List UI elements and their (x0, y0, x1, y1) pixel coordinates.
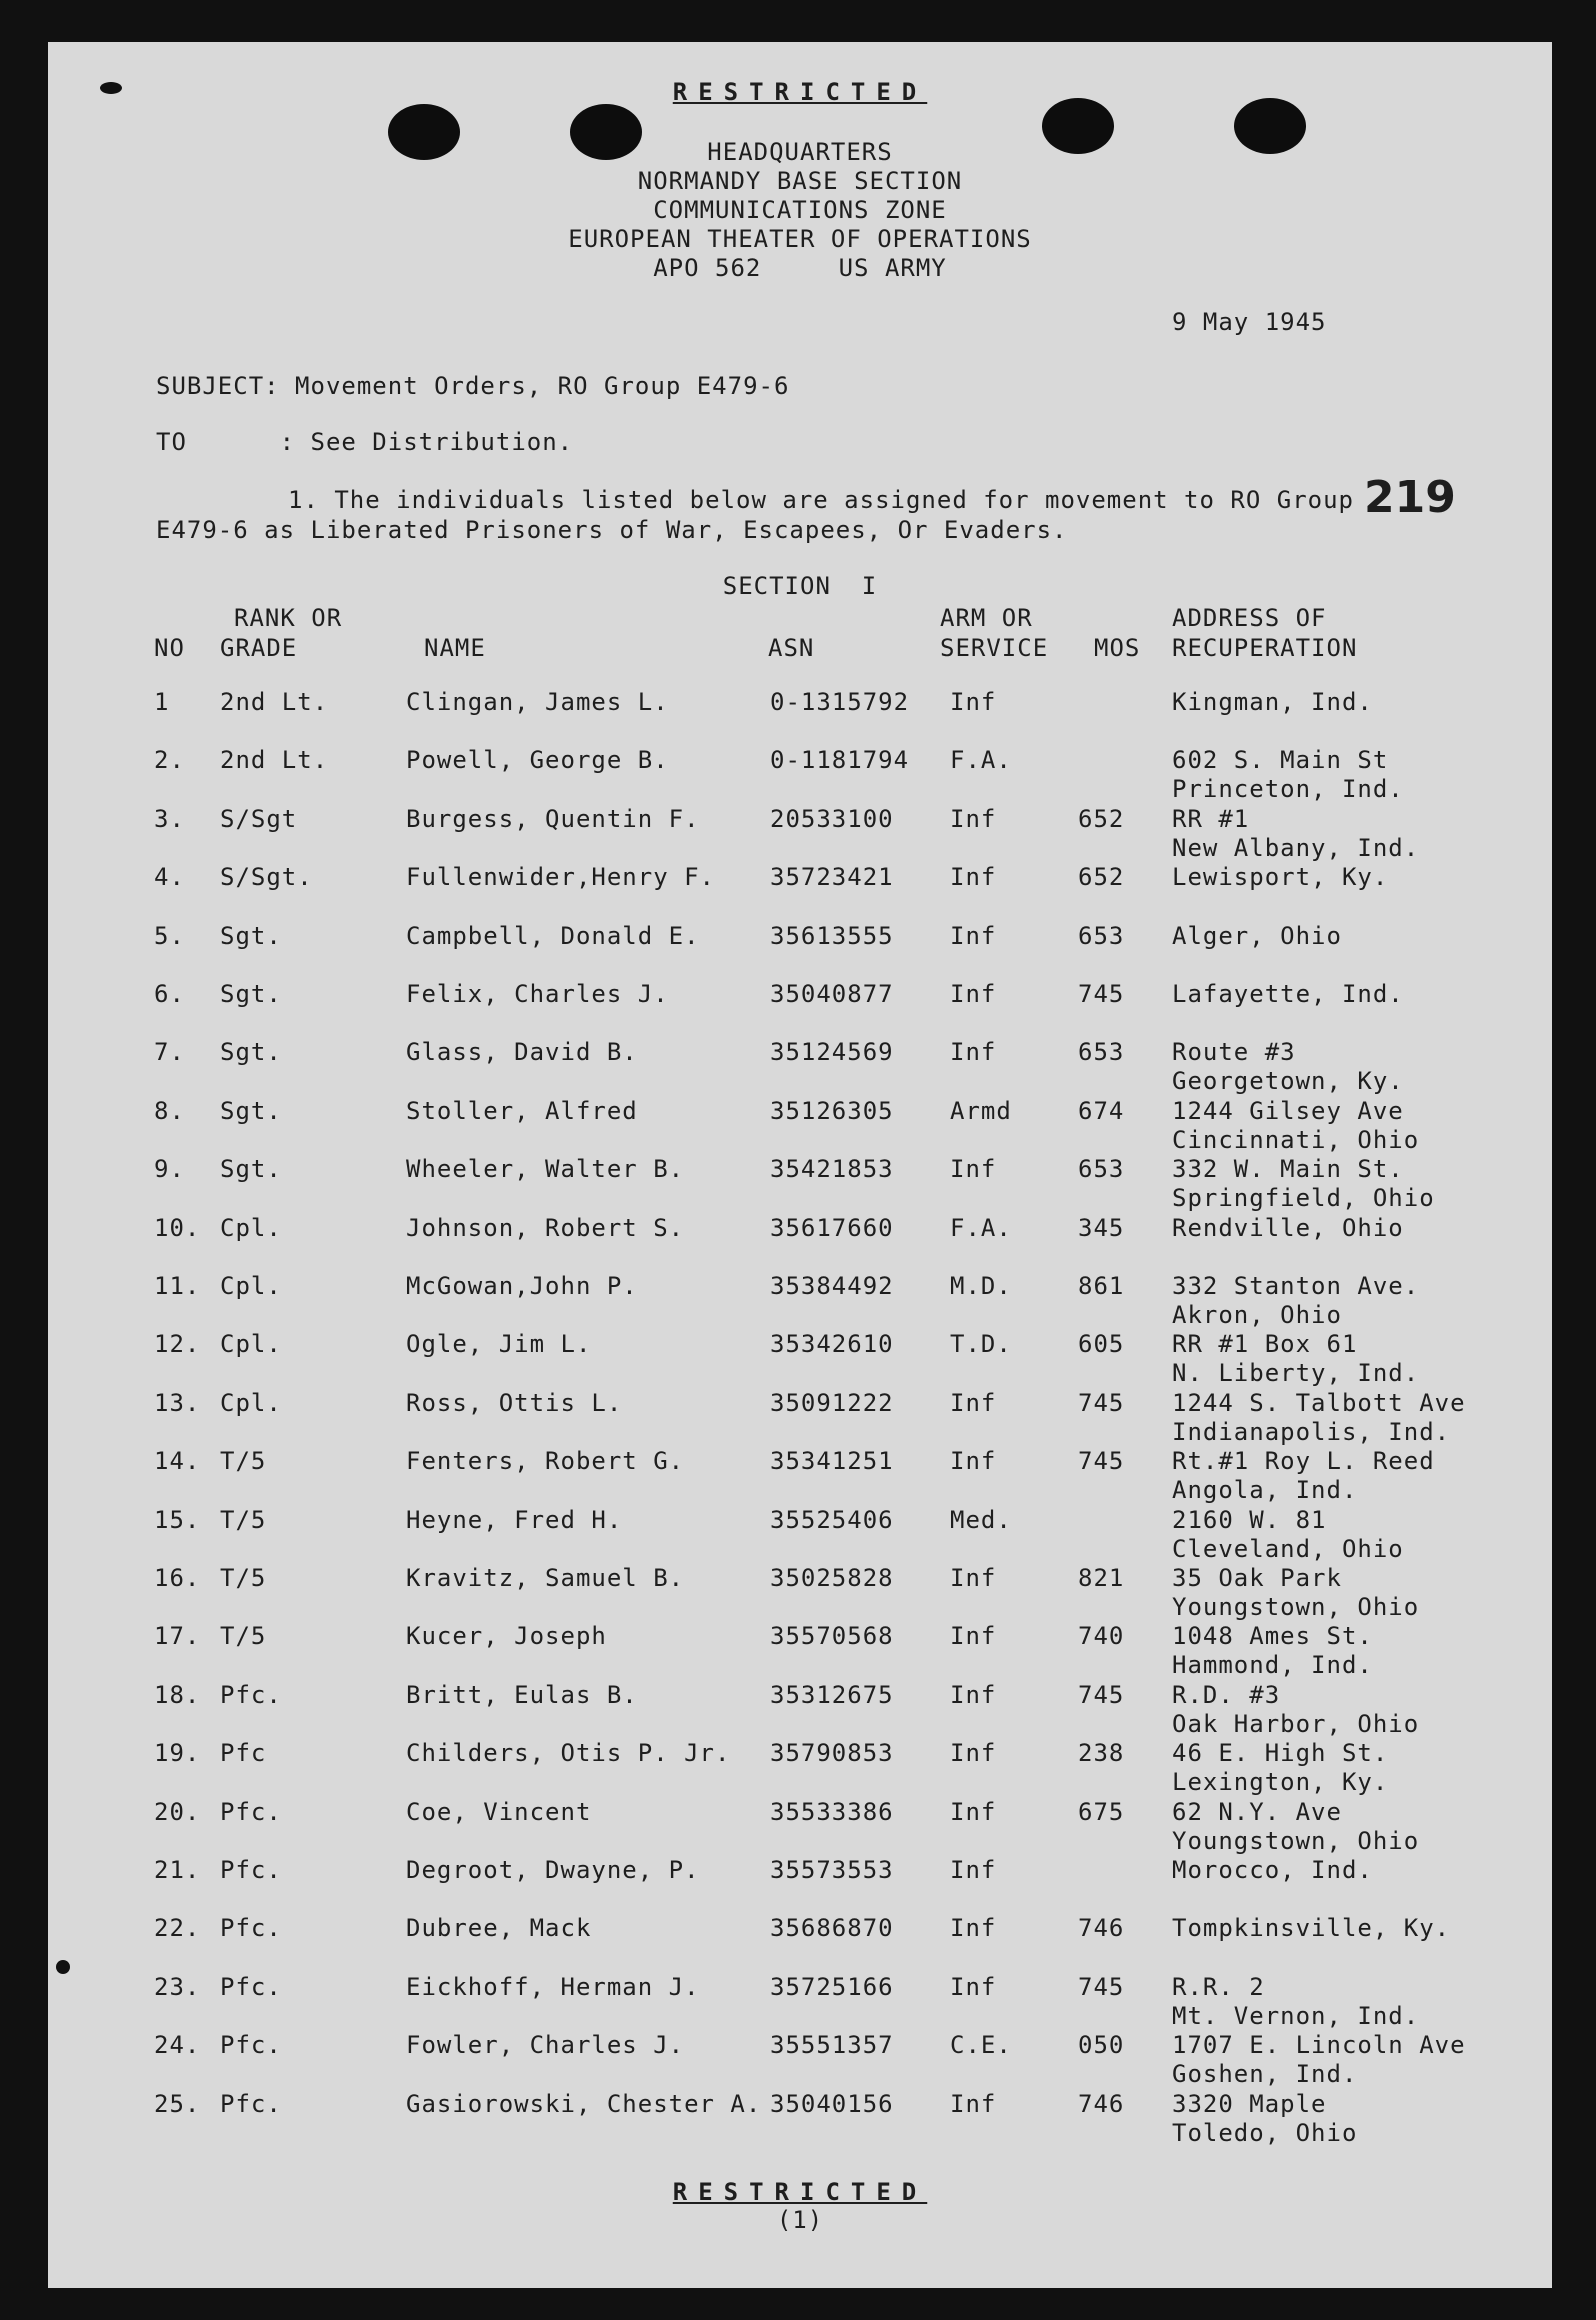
row-mos: 653 (1078, 1038, 1125, 1067)
row-address-line-1: R.R. 2 (1172, 1972, 1265, 2001)
row-rank: T/5 (220, 1505, 267, 1534)
header-arm-top: ARM OR (940, 604, 1033, 632)
row-mos: 745 (1078, 1447, 1125, 1476)
row-arm: Inf (950, 1388, 997, 1417)
row-mos: 821 (1078, 1564, 1125, 1592)
row-address-line-2: Toledo, Ohio (1172, 2118, 1358, 2147)
row-arm: Inf (950, 1739, 997, 1768)
row-address-line-1: Tompkinsville, Ky. (1172, 1914, 1451, 1943)
restricted-footer: RESTRICTED (672, 2178, 928, 2206)
table-row (48, 1973, 1552, 2033)
row-address-line-1: 62 N.Y. Ave (1172, 1797, 1342, 1826)
row-name: Fullenwider,Henry F. (406, 863, 715, 892)
row-name: Fenters, Robert G. (406, 1447, 685, 1476)
header-arm-bottom: SERVICE (940, 634, 1049, 662)
row-rank: Pfc. (220, 2089, 282, 2118)
row-asn: 35421853 (770, 1155, 894, 1184)
header-rank-top: RANK OR (234, 604, 343, 632)
row-number: 4. (154, 863, 185, 892)
table-row (48, 1622, 1552, 1682)
row-asn: 20533100 (770, 804, 894, 833)
row-asn: 35533386 (770, 1797, 894, 1826)
row-mos: 605 (1078, 1330, 1125, 1359)
row-number: 3. (154, 804, 185, 833)
row-rank: Cpl. (220, 1330, 282, 1359)
row-rank: Pfc. (220, 2031, 282, 2060)
row-mos: 675 (1078, 1797, 1125, 1826)
row-asn: 35551357 (770, 2031, 894, 2060)
row-name: Ross, Ottis L. (406, 1388, 623, 1417)
table-row (48, 688, 1552, 748)
row-arm: Inf (950, 1680, 997, 1709)
row-number: 5. (154, 921, 185, 950)
row-address-line-1: 35 Oak Park (1172, 1564, 1342, 1592)
row-rank: 2nd Lt. (220, 688, 329, 716)
row-address-line-1: 2160 W. 81 (1172, 1505, 1327, 1534)
row-mos: 745 (1078, 1680, 1125, 1709)
table-row (48, 1798, 1552, 1858)
row-asn: 0-1315792 (770, 688, 910, 716)
row-asn: 35091222 (770, 1388, 894, 1417)
row-address-line-1: 1244 Gilsey Ave (1172, 1096, 1404, 1125)
row-address-line-2: Princeton, Ind. (1172, 775, 1404, 804)
row-address-line-2: Cincinnati, Ohio (1172, 1125, 1420, 1154)
header-address-bottom: RECUPERATION (1172, 634, 1358, 662)
row-address-line-1: 3320 Maple (1172, 2089, 1327, 2118)
row-name: Heyne, Fred H. (406, 1505, 623, 1534)
row-asn: 35613555 (770, 921, 894, 950)
row-mos: 740 (1078, 1622, 1125, 1651)
row-rank: Pfc. (220, 1972, 282, 2001)
row-number: 7. (154, 1038, 185, 1067)
row-arm: Inf (950, 1856, 997, 1884)
row-address-line-1: 1707 E. Lincoln Ave (1172, 2031, 1466, 2060)
row-arm: Med. (950, 1505, 1012, 1534)
row-number: 23. (154, 1972, 201, 2001)
row-mos: 345 (1078, 1213, 1125, 1242)
table-row (48, 1214, 1552, 1274)
row-rank: Cpl. (220, 1388, 282, 1417)
table-row (48, 980, 1552, 1040)
row-asn: 35525406 (770, 1505, 894, 1534)
row-name: Campbell, Donald E. (406, 921, 700, 950)
row-address-line-2: Youngstown, Ohio (1172, 1826, 1420, 1855)
table-row (48, 863, 1552, 923)
table-row (48, 2090, 1552, 2150)
row-name: McGowan,John P. (406, 1272, 638, 1300)
row-name: Degroot, Dwayne, P. (406, 1856, 700, 1884)
row-address-line-1: RR #1 (1172, 804, 1250, 833)
header-rank-bottom: GRADE (220, 634, 298, 662)
org-line-3: COMMUNICATIONS ZONE (653, 196, 947, 224)
org-line-2: NORMANDY BASE SECTION (637, 167, 963, 195)
table-row (48, 746, 1552, 806)
row-address-line-1: Alger, Ohio (1172, 921, 1342, 950)
row-arm: Inf (950, 1622, 997, 1651)
page-number: (1) (776, 2206, 824, 2234)
row-mos: 652 (1078, 863, 1125, 892)
row-mos: 745 (1078, 980, 1125, 1008)
row-rank: Cpl. (220, 1272, 282, 1300)
row-number: 14. (154, 1447, 201, 1476)
row-address-line-1: 602 S. Main St (1172, 746, 1389, 775)
row-rank: Pfc. (220, 1856, 282, 1884)
row-address-line-1: Lafayette, Ind. (1172, 980, 1404, 1008)
row-address-line-2: Oak Harbor, Ohio (1172, 1709, 1420, 1738)
table-row (48, 1506, 1552, 1566)
row-asn: 35342610 (770, 1330, 894, 1359)
table-row (48, 1038, 1552, 1098)
row-rank: Sgt. (220, 1096, 282, 1125)
table-row (48, 1447, 1552, 1507)
row-arm: Inf (950, 863, 997, 892)
row-name: Kucer, Joseph (406, 1622, 607, 1651)
row-rank: Pfc. (220, 1914, 282, 1943)
row-name: Gasiorowski, Chester A. (406, 2089, 762, 2118)
table-row (48, 1155, 1552, 1215)
row-address-line-1: R.D. #3 (1172, 1680, 1281, 1709)
table-row (48, 805, 1552, 865)
row-number: 8. (154, 1096, 185, 1125)
row-name: Fowler, Charles J. (406, 2031, 685, 2060)
to-line: TO : See Distribution. (156, 428, 574, 456)
row-number: 18. (154, 1680, 201, 1709)
row-number: 20. (154, 1797, 201, 1826)
row-address-line-2: Springfield, Ohio (1172, 1184, 1435, 1213)
row-number: 24. (154, 2031, 201, 2060)
row-mos: 050 (1078, 2031, 1125, 2060)
row-arm: C.E. (950, 2031, 1012, 2060)
table-row (48, 922, 1552, 982)
row-asn: 35124569 (770, 1038, 894, 1067)
table-row (48, 1914, 1552, 1974)
row-asn: 0-1181794 (770, 746, 910, 775)
row-arm: Inf (950, 1972, 997, 2001)
row-number: 13. (154, 1388, 201, 1417)
row-address-line-2: Akron, Ohio (1172, 1301, 1342, 1329)
row-asn: 35341251 (770, 1447, 894, 1476)
row-address-line-1: 332 W. Main St. (1172, 1155, 1404, 1184)
row-address-line-1: Morocco, Ind. (1172, 1856, 1373, 1884)
row-rank: Sgt. (220, 1155, 282, 1184)
row-asn: 35126305 (770, 1096, 894, 1125)
row-name: Coe, Vincent (406, 1797, 592, 1826)
row-address-line-1: Kingman, Ind. (1172, 688, 1373, 716)
page-stamp-number: 219 (1364, 472, 1456, 523)
row-rank: Sgt. (220, 1038, 282, 1067)
row-name: Felix, Charles J. (406, 980, 669, 1008)
row-mos: 653 (1078, 921, 1125, 950)
row-number: 22. (154, 1914, 201, 1943)
row-number: 15. (154, 1505, 201, 1534)
row-asn: 35025828 (770, 1564, 894, 1592)
row-name: Stoller, Alfred (406, 1096, 638, 1125)
row-rank: 2nd Lt. (220, 746, 329, 775)
row-number: 9. (154, 1155, 185, 1184)
row-rank: Pfc (220, 1739, 267, 1768)
row-arm: Inf (950, 1038, 997, 1067)
row-arm: Inf (950, 688, 997, 716)
row-number: 19. (154, 1739, 201, 1768)
row-number: 10. (154, 1213, 201, 1242)
document-date: 9 May 1945 (1172, 308, 1327, 336)
header-mos: MOS (1094, 634, 1141, 662)
header-name: NAME (424, 634, 486, 662)
table-row (48, 1389, 1552, 1449)
row-arm: F.A. (950, 746, 1012, 775)
row-mos: 745 (1078, 1388, 1125, 1417)
row-name: Eickhoff, Herman J. (406, 1972, 700, 2001)
row-rank: T/5 (220, 1622, 267, 1651)
row-address-line-2: Lexington, Ky. (1172, 1768, 1389, 1797)
row-mos: 746 (1078, 2089, 1125, 2118)
row-arm: Inf (950, 804, 997, 833)
row-number: 21. (154, 1856, 201, 1884)
row-name: Johnson, Robert S. (406, 1213, 685, 1242)
row-arm: Armd (950, 1096, 1012, 1125)
row-address-line-1: RR #1 Box 61 (1172, 1330, 1358, 1359)
row-arm: Inf (950, 1564, 997, 1592)
row-number: 12. (154, 1330, 201, 1359)
row-address-line-1: Route #3 (1172, 1038, 1296, 1067)
row-address-line-2: Angola, Ind. (1172, 1476, 1358, 1505)
row-mos: 238 (1078, 1739, 1125, 1768)
row-asn: 35040156 (770, 2089, 894, 2118)
row-asn: 35723421 (770, 863, 894, 892)
row-rank: S/Sgt. (220, 863, 313, 892)
row-asn: 35725166 (770, 1972, 894, 2001)
row-asn: 35384492 (770, 1272, 894, 1300)
row-number: 25. (154, 2089, 201, 2118)
row-name: Clingan, James L. (406, 688, 669, 716)
row-name: Burgess, Quentin F. (406, 804, 700, 833)
row-address-line-2: Cleveland, Ohio (1172, 1534, 1404, 1563)
row-number: 16. (154, 1564, 201, 1592)
row-address-line-2: Youngstown, Ohio (1172, 1593, 1420, 1621)
header-no: NO (154, 634, 185, 662)
table-row (48, 2031, 1552, 2091)
row-name: Wheeler, Walter B. (406, 1155, 685, 1184)
row-mos: 652 (1078, 804, 1125, 833)
row-address-line-2: N. Liberty, Ind. (1172, 1359, 1420, 1388)
paragraph-line-1: 1. The individuals listed below are assigned for movement to RO Group (288, 486, 1354, 514)
table-row (48, 1856, 1552, 1916)
row-mos: 745 (1078, 1972, 1125, 2001)
row-arm: Inf (950, 921, 997, 950)
row-arm: Inf (950, 1914, 997, 1943)
row-address-line-2: Indianapolis, Ind. (1172, 1417, 1451, 1446)
section-title: SECTION I (722, 572, 878, 600)
org-line-1: HEADQUARTERS (707, 138, 893, 166)
row-rank: Pfc. (220, 1680, 282, 1709)
row-address-line-1: 46 E. High St. (1172, 1739, 1389, 1768)
org-line-5: APO 562 US ARMY (653, 254, 947, 282)
row-address-line-2: New Albany, Ind. (1172, 833, 1420, 862)
row-rank: Sgt. (220, 921, 282, 950)
row-arm: Inf (950, 1447, 997, 1476)
row-asn: 35570568 (770, 1622, 894, 1651)
row-name: Dubree, Mack (406, 1914, 592, 1943)
row-name: Childers, Otis P. Jr. (406, 1739, 731, 1768)
row-address-line-1: Rt.#1 Roy L. Reed (1172, 1447, 1435, 1476)
row-address-line-2: Goshen, Ind. (1172, 2060, 1358, 2089)
row-rank: Cpl. (220, 1213, 282, 1242)
header-asn: ASN (768, 634, 815, 662)
row-arm: Inf (950, 2089, 997, 2118)
row-address-line-1: 332 Stanton Ave. (1172, 1272, 1420, 1300)
row-arm: M.D. (950, 1272, 1012, 1300)
row-arm: T.D. (950, 1330, 1012, 1359)
row-number: 11. (154, 1272, 201, 1300)
row-asn: 35312675 (770, 1680, 894, 1709)
table-row (48, 1564, 1552, 1624)
row-asn: 35573553 (770, 1856, 894, 1884)
row-name: Glass, David B. (406, 1038, 638, 1067)
row-mos: 861 (1078, 1272, 1125, 1300)
subject-line: SUBJECT: Movement Orders, RO Group E479-6 (156, 372, 790, 400)
row-number: 1 (154, 688, 170, 716)
table-row (48, 1739, 1552, 1799)
row-rank: Sgt. (220, 980, 282, 1008)
header-address-top: ADDRESS OF (1172, 604, 1327, 632)
table-row (48, 1097, 1552, 1157)
row-address-line-1: Lewisport, Ky. (1172, 863, 1389, 892)
row-number: 17. (154, 1622, 201, 1651)
table-row (48, 1681, 1552, 1741)
row-address-line-1: Rendville, Ohio (1172, 1213, 1404, 1242)
document-page (48, 42, 1552, 2288)
row-asn: 35790853 (770, 1739, 894, 1768)
restricted-header: RESTRICTED (672, 78, 928, 106)
row-mos: 653 (1078, 1155, 1125, 1184)
row-address-line-2: Mt. Vernon, Ind. (1172, 2001, 1420, 2030)
row-asn: 35617660 (770, 1213, 894, 1242)
row-asn: 35040877 (770, 980, 894, 1008)
paragraph-line-2: E479-6 as Liberated Prisoners of War, Escapees, Or Evaders. (156, 516, 1068, 544)
row-address-line-1: 1244 S. Talbott Ave (1172, 1388, 1466, 1417)
row-number: 2. (154, 746, 185, 775)
row-mos: 746 (1078, 1914, 1125, 1943)
row-asn: 35686870 (770, 1914, 894, 1943)
row-arm: Inf (950, 1797, 997, 1826)
row-address-line-2: Georgetown, Ky. (1172, 1067, 1404, 1096)
row-rank: Pfc. (220, 1797, 282, 1826)
row-name: Britt, Eulas B. (406, 1680, 638, 1709)
row-arm: Inf (950, 980, 997, 1008)
row-name: Kravitz, Samuel B. (406, 1564, 685, 1592)
row-address-line-2: Hammond, Ind. (1172, 1651, 1373, 1680)
row-number: 6. (154, 980, 185, 1008)
row-name: Powell, George B. (406, 746, 669, 775)
row-arm: Inf (950, 1155, 997, 1184)
table-row (48, 1272, 1552, 1332)
row-arm: F.A. (950, 1213, 1012, 1242)
row-rank: T/5 (220, 1447, 267, 1476)
table-row (48, 1330, 1552, 1390)
row-address-line-1: 1048 Ames St. (1172, 1622, 1373, 1651)
row-name: Ogle, Jim L. (406, 1330, 592, 1359)
row-rank: S/Sgt (220, 804, 298, 833)
org-line-4: EUROPEAN THEATER OF OPERATIONS (568, 225, 1032, 253)
row-rank: T/5 (220, 1564, 267, 1592)
row-mos: 674 (1078, 1096, 1125, 1125)
